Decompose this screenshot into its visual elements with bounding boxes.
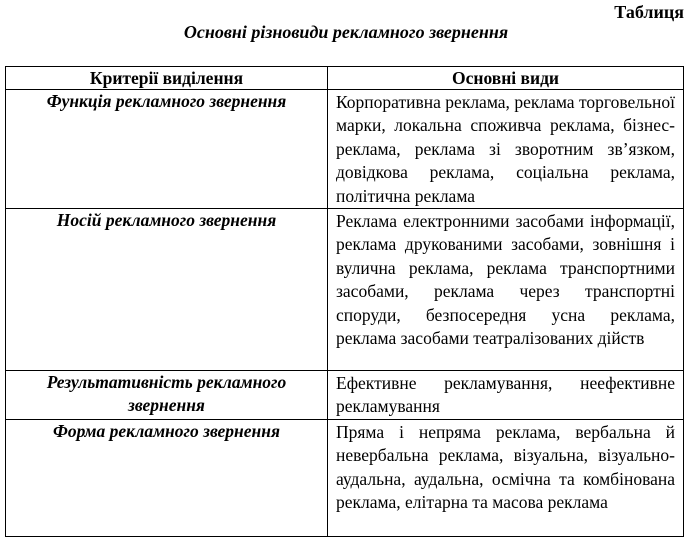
types-cell: Реклама електронними засобами інформації, реклама друкованими засобами, зовнішня і вулична реклама, реклама транспортними засобами, реклама через транспортні споруди, безпосередня усна реклама, реклама засобами театралізованих дійств <box>328 209 684 371</box>
table-row <box>6 90 684 209</box>
types-cell: Пряма і непряма реклама, вербальна й невербальна реклама, візуальна, візуально-аудальна, аудальна, осмічна та комбінована реклама, елітарна та масова реклама <box>328 419 684 536</box>
ad-types-table <box>5 66 684 537</box>
criterion-cell: Форма рекламного звернення <box>6 419 328 536</box>
table-header-row <box>6 67 684 90</box>
table-row <box>6 209 684 371</box>
column-header-types: Основні види <box>328 67 684 90</box>
criterion-cell: Носій рекламного звернення <box>6 209 328 371</box>
types-cell: Корпоративна реклама, реклама торговельної марки, локальна споживча реклама, бізнес-реклама, реклама зі зворотним зв’язком, довідкова реклама, соціальна реклама, політична реклама <box>328 90 684 209</box>
table-row <box>6 419 684 536</box>
criterion-cell: Функція рекламного звернення <box>6 90 328 209</box>
table-number-label: Таблиця <box>614 2 684 22</box>
table-caption: Основні різновиди рекламного звернення <box>183 22 509 42</box>
types-cell: Ефективне рекламування, неефективне рекламування <box>328 371 684 420</box>
column-header-criteria: Критерії виділення <box>6 67 328 90</box>
table-row <box>6 371 684 420</box>
criterion-cell: Результативність рекламного звернення <box>6 371 328 420</box>
